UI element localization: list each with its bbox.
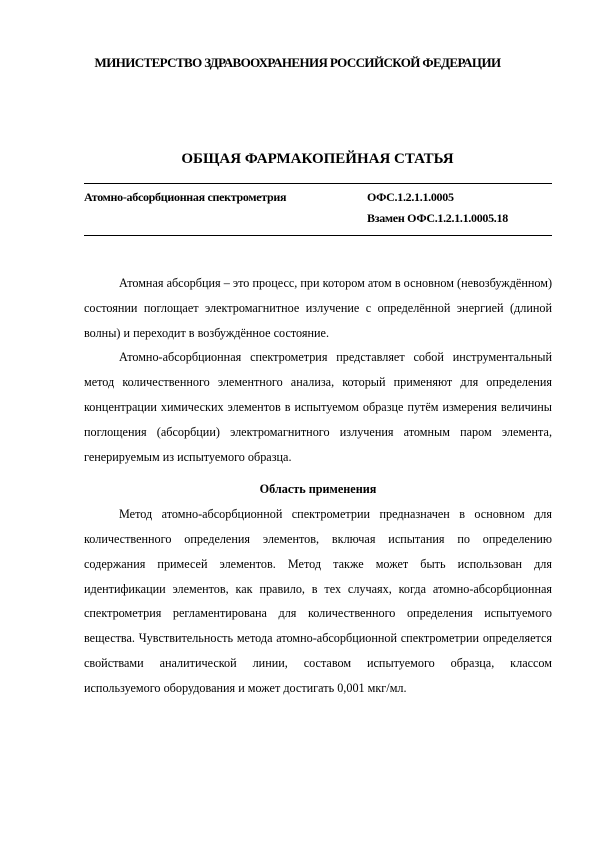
article-code: ОФС.1.2.1.1.0005 <box>367 190 454 204</box>
top-divider <box>84 183 552 184</box>
ministry-header: МИНИСТЕРСТВО ЗДРАВООХРАНЕНИЯ РОССИЙСКОЙ ФЕДЕРАЦИИ <box>94 55 501 70</box>
paragraph-scope: Метод атомно-абсорбционной спектрометрии предназначен в основном для количественного определения элементов, включая испытания по определению содержания примесей элементов. Метод также может быть использован для идентификации элементов, как правило, в тех случаях, когда атомно-абсорбционная спектрометрия регламентирована для количественного определения испытуемого вещества. Чувствительность метода атомно-абсорбционной спектрометрии определяется свойствами аналитической линии, составом испытуемого образца, классом используемого оборудования и может достигать 0,001 мкг/мл. <box>84 507 552 695</box>
article-title: Атомно-абсорбционная спектрометрия <box>84 190 287 204</box>
replaces-code: Взамен ОФС.1.2.1.1.0005.18 <box>367 211 508 225</box>
section-heading: Область применения <box>259 482 377 497</box>
bottom-divider <box>84 235 552 236</box>
document-type-heading: ОБЩАЯ ФАРМАКОПЕЙНАЯ СТАТЬЯ <box>181 151 454 167</box>
paragraph-atomic-absorption: Атомная абсорбция – это процесс, при котором атом в основном (невозбуждённом) состоянии поглощает электромагнитное излучение с определённой энергией (длиной волны) и переходит в возбуждённое состояние. <box>84 276 552 340</box>
paragraph-method-definition: Атомно-абсорбционная спектрометрия представляет собой инструментальный метод количественного элементного анализа, который применяют для определения концентрации химических элементов в испытуемом образце путём измерения величины поглощения (абсорбции) электромагнитного излучения атомным паром элемента, генерируемым из испытуемого образца. <box>84 350 552 464</box>
document-body <box>84 271 552 701</box>
